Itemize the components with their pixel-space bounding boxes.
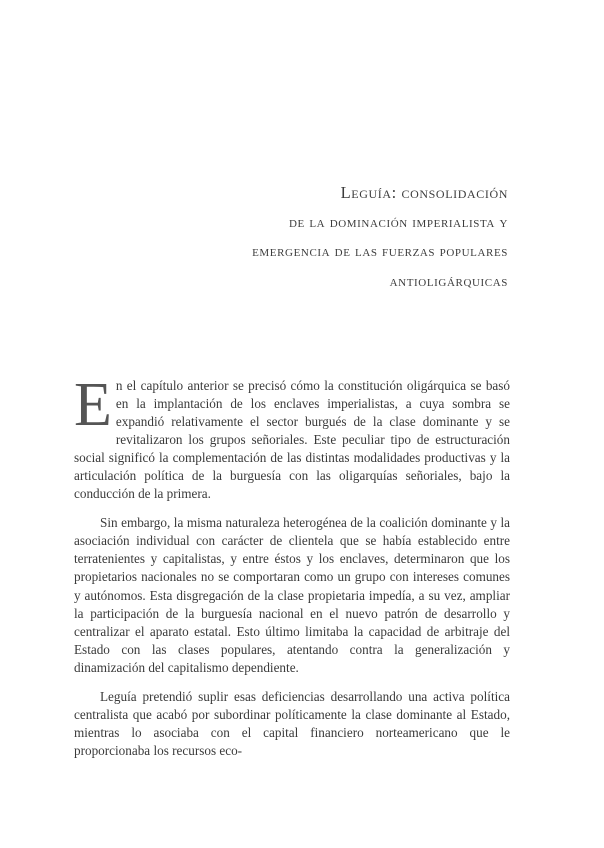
chapter-title-line-4: antioligárquicas <box>389 272 508 290</box>
paragraph-2: Sin embargo, la misma naturaleza heterogénea de la coalición dominante y la asociación individual con carácter de clientela que se había establecido entre terratenientes y capitalistas, y entre éstos y los enclaves, determinaron que los propietarios nacionales no se comportaran como un grupo con intereses comunes y autónomos. Esta disgregación de la clase propietaria impedía, a su vez, ampliar la participación de la burguesía nacional en el nuevo patrón de desarrollo y centralizar el aparato estatal. Esto último limitaba la capacidad de arbitraje del Estado con las clases populares, atentando contra la generalización y dinamización del capitalismo dependiente. <box>74 515 510 675</box>
chapter-title <box>100 178 508 296</box>
paragraph-3: Leguía pretendió suplir esas deficiencias desarrollando una activa política centralista que acabó por subordinar políticamente la clase dominante al Estado, mientras lo asociaba con el capital financiero norteamericano que le proporcionaba los recursos eco- <box>74 688 510 758</box>
chapter-title-line-1: Leguía: consolidación <box>340 183 508 202</box>
body-text <box>74 371 510 760</box>
chapter-title-line-2: de la dominación imperialista y <box>289 213 508 231</box>
paragraph-1 <box>74 371 510 503</box>
drop-cap: E <box>74 371 112 439</box>
paragraph-1-text: n el capítulo anterior se precisó cómo la constitución oligárquica se basó en la implantación de los enclaves imperialistas, a cuya sombra se expandió relativamente el sector burgués de la clase dominante y se revitalizaron los grupos señoriales. Este peculiar tipo de estructuración social significó la complementación de las distintas modalidades productivas y la articulación política de la burguesía con las oligarquías señoriales, bajo la conducción de la primera. <box>74 378 510 502</box>
chapter-title-line-3: emergencia de las fuerzas populares <box>252 243 508 260</box>
